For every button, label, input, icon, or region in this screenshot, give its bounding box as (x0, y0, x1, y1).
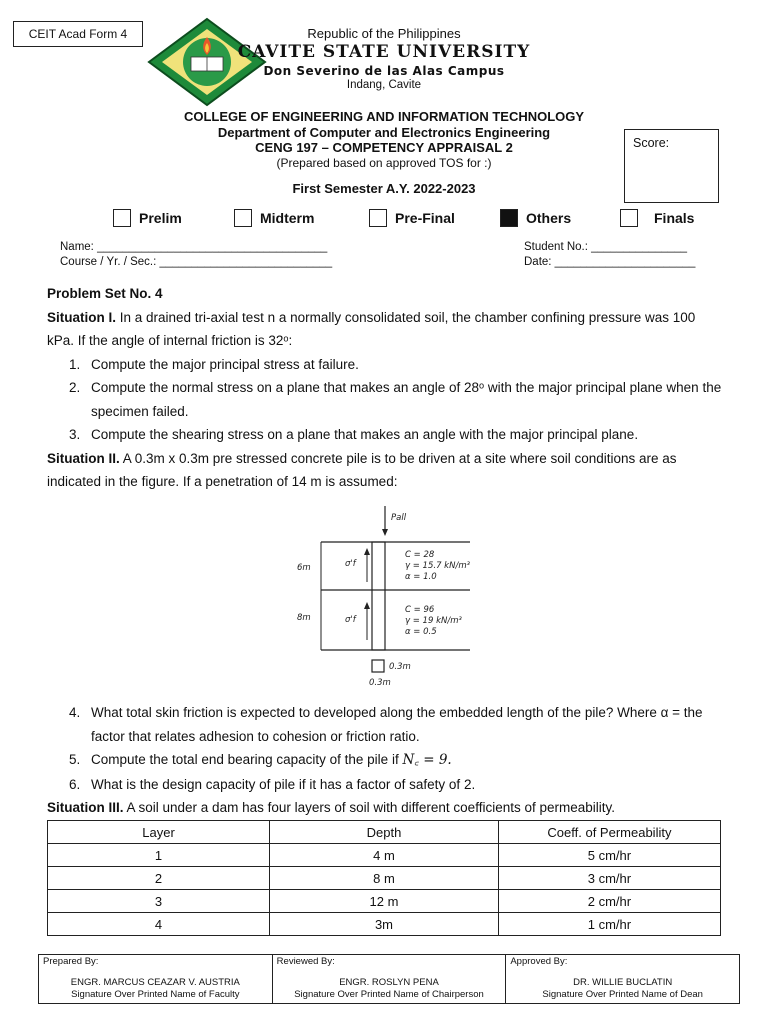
signature-footer (38, 954, 740, 1004)
table-cell: 3 (48, 890, 270, 913)
checkbox-finals[interactable] (620, 209, 694, 227)
student-no-field[interactable]: Student No.: _______________ (524, 241, 688, 253)
question-3: Compute the shearing stress on a plane that makes an angle with the major principal plane. (91, 427, 639, 442)
pile-side-label: 0.3m (389, 662, 411, 672)
situation-3-label: Situation III. (47, 800, 124, 815)
table-cell: 8 m (270, 867, 499, 890)
checkbox-midterm[interactable] (234, 209, 314, 227)
approved-by-name: DR. WILLIE BUCLATIN (573, 977, 673, 988)
checkbox-label: Finals (654, 210, 695, 226)
top-load-label: Pall (391, 513, 407, 523)
approved-by-signature: Signature Over Printed Name of Dean (542, 989, 703, 1000)
reviewed-by-label: Reviewed By: (276, 956, 335, 967)
stress-label-1: σ'f (345, 559, 356, 569)
situation-2-text: A 0.3m x 0.3m pre stressed concrete pile is to be driven at a site where soil conditions are as indicated in the figure. If a penetration of 14 m is assumed: (47, 450, 677, 489)
load-arrowhead (382, 529, 388, 536)
name-field[interactable]: Name: ____________________________________ (60, 241, 328, 253)
table-cell: 1 (48, 844, 270, 867)
situation-1-text: In a drained tri-axial test n a normally consolidated soil, the chamber confining pressure was 100 kPa. If the angle of internal friction is 32ᵒ: (47, 309, 696, 348)
table-row (48, 867, 721, 890)
question-5-formula: N꜀ = 9. (402, 752, 452, 768)
table-cell: 12 m (270, 890, 499, 913)
table-cell: 4 (48, 913, 270, 936)
list-item: 2. Compute the normal stress on a plane that makes an angle of 28ᵒ with the major principal plane when the specimen failed. (47, 376, 725, 423)
situation-1 (47, 306, 725, 353)
stress-label-2: σ'f (345, 615, 356, 625)
question-4: What total skin friction is expected to developed along the embedded length of the pile? Where α = the factor that relates adhesion to cohesion or friction ratio. (91, 705, 703, 744)
checkbox-box[interactable] (620, 209, 638, 227)
checkbox-box-checked[interactable] (500, 209, 518, 227)
layer-1-cohesion: C = 28 (405, 550, 435, 560)
republic-line: Republic of the Philippines (307, 26, 461, 41)
prepared-by-block (39, 955, 273, 1003)
prepared-by-name: ENGR. MARCUS CEAZAR V. AUSTRIA (70, 977, 240, 988)
problem-set-title: Problem Set No. 4 (47, 286, 163, 301)
town-name: Indang, Cavite (346, 79, 422, 91)
checkbox-box[interactable] (369, 209, 387, 227)
stress-arrowhead-1 (364, 548, 370, 555)
permeability-table (47, 820, 721, 936)
checkbox-box[interactable] (234, 209, 252, 227)
table-header: Depth (270, 821, 499, 844)
table-cell: 3m (270, 913, 499, 936)
score-box[interactable] (624, 129, 719, 203)
question-6: What is the design capacity of pile if it has a factor of safety of 2. (91, 776, 476, 792)
table-cell: 2 (48, 867, 270, 890)
table-header-row (48, 821, 721, 844)
pile-bottom-label: 0.3m (369, 678, 391, 688)
table-cell: 3 cm/hr (498, 867, 720, 890)
table-cell: 2 cm/hr (498, 890, 720, 913)
date-field[interactable]: Date: ______________________ (524, 256, 696, 268)
pile-soil-figure (285, 502, 490, 692)
situation-3 (47, 796, 725, 820)
pile-body (372, 542, 385, 650)
semester-line: First Semester A.Y. 2022-2023 (292, 181, 476, 196)
prepared-by-signature: Signature Over Printed Name of Faculty (71, 989, 240, 1000)
situation-3-text: A soil under a dam has four layers of soil with different coefficients of permeability. (123, 800, 616, 815)
reviewed-by-signature: Signature Over Printed Name of Chairperson (294, 989, 484, 1000)
layer-2-alpha: α = 0.5 (405, 627, 437, 637)
layer-2-cohesion: C = 96 (405, 605, 435, 615)
reviewed-by-name: ENGR. ROSLYN PENA (339, 977, 439, 988)
approved-by-block (506, 955, 739, 1003)
checkbox-prefinal[interactable] (369, 209, 455, 227)
table-row (48, 890, 721, 913)
list-item: 6. What is the design capacity of pile if it has a factor of safety of 2. (47, 773, 725, 797)
score-label: Score: (633, 136, 670, 150)
table-header: Coeff. of Permeability (498, 821, 720, 844)
question-2: Compute the normal stress on a plane that makes an angle of 28ᵒ with the major principal plane when the specimen failed. (91, 380, 722, 419)
pile-cross-section (372, 660, 384, 672)
reviewed-by-block (273, 955, 507, 1003)
approved-by-label: Approved By: (510, 956, 568, 967)
course-field[interactable]: Course / Yr. / Sec.: ___________________________ (60, 256, 333, 268)
checkbox-label: Pre-Final (395, 210, 455, 226)
list-item: 5. Compute the total end bearing capacity of the pile if N꜀ = 9. (69, 752, 452, 768)
checkbox-others[interactable] (500, 209, 571, 227)
table-row (48, 844, 721, 867)
checkbox-box[interactable] (113, 209, 131, 227)
layer-2-unit-weight: γ = 19 kN/m³ (405, 616, 462, 626)
table-cell: 1 cm/hr (498, 913, 720, 936)
checkbox-label: Others (526, 210, 572, 226)
checkbox-label: Midterm (260, 210, 315, 226)
list-item: 3. Compute the shearing stress on a plane that makes an angle with the major principal plane. (47, 423, 725, 447)
table-cell: 4 m (270, 844, 499, 867)
layer-1-depth-label: 6m (297, 563, 311, 573)
table-row (48, 913, 721, 936)
problem-section-1 (47, 282, 725, 494)
situation-1-label: Situation I. (47, 309, 116, 325)
layer-1-unit-weight: γ = 15.7 kN/m³ (405, 561, 471, 571)
table-cell: 5 cm/hr (498, 844, 720, 867)
university-name: CAVITE STATE UNIVERSITY (237, 42, 531, 62)
stress-arrowhead-2 (364, 602, 370, 609)
prepared-note: (Prepared based on approved TOS for :) (276, 156, 492, 170)
campus-name: Don Severino de las Alas Campus (263, 64, 505, 78)
department-name: Department of Computer and Electronics Engineering (217, 125, 551, 140)
subject-title: CENG 197 – COMPETENCY APPRAISAL 2 (255, 140, 513, 155)
list-item: 4. What total skin friction is expected to developed along the embedded length of the pile? Where α = the factor that relates adhesion to cohesion or friction ratio. (47, 701, 725, 748)
prepared-by-label: Prepared By: (43, 956, 99, 967)
form-code: CEIT Acad Form 4 (13, 21, 143, 47)
checkbox-label: Prelim (139, 210, 182, 226)
question-5: Compute the total end bearing capacity of the pile if (91, 752, 399, 767)
layer-2-depth-label: 8m (297, 613, 311, 623)
checkbox-prelim[interactable] (113, 209, 182, 227)
problem-section-2 (47, 701, 725, 820)
layer-1-alpha: α = 1.0 (405, 572, 437, 582)
situation-2 (47, 447, 725, 494)
question-1: Compute the major principal stress at failure. (91, 356, 359, 372)
college-name: COLLEGE OF ENGINEERING AND INFORMATION TECHNOLOGY (183, 109, 585, 124)
list-item: 1. Compute the major principal stress at failure. (47, 353, 725, 377)
table-header: Layer (48, 821, 270, 844)
situation-2-label: Situation II. (47, 450, 120, 466)
